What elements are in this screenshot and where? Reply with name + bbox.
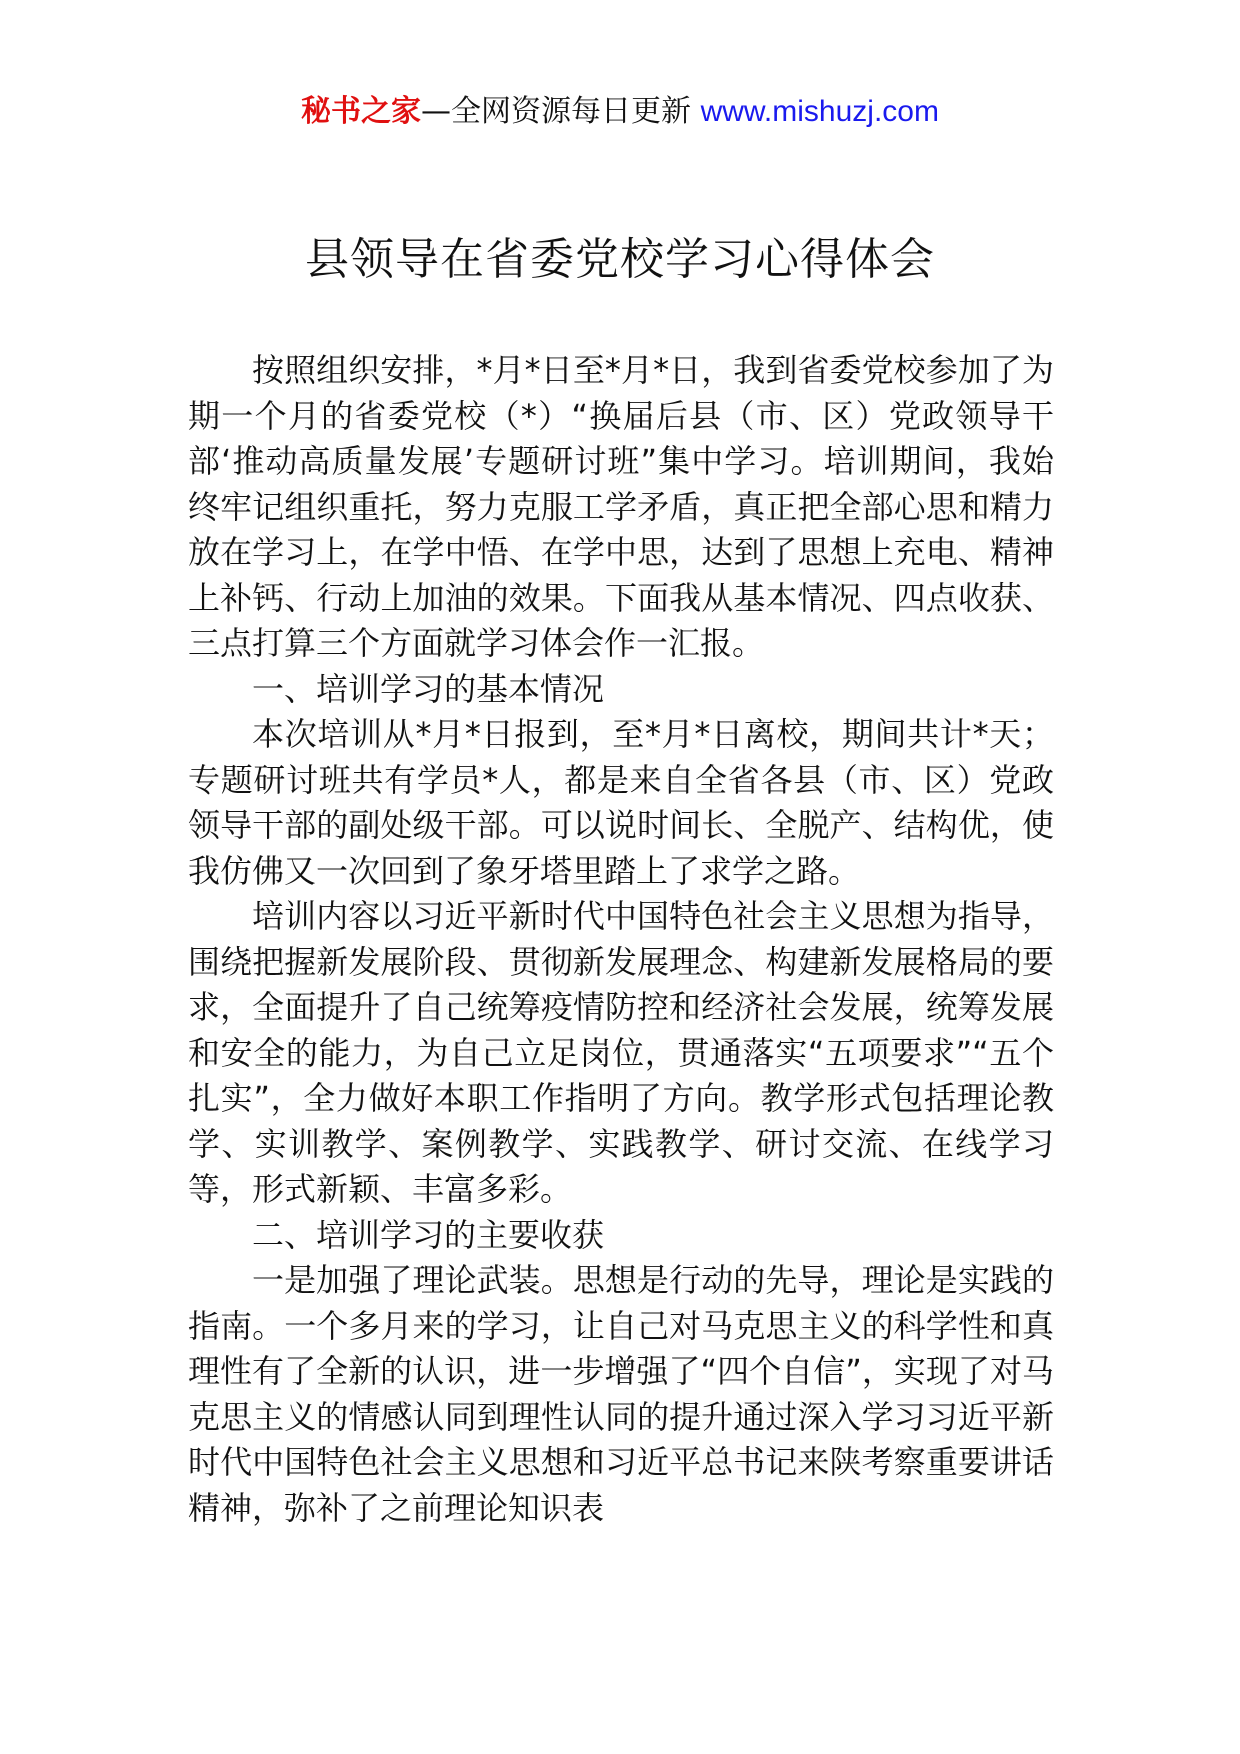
- section-heading-main-gains: 二、培训学习的主要收获: [252, 1215, 605, 1254]
- paragraph-intro: 按照组织安排，*月*日至*月*日，我到省委党校参加了为期一个月的省委党校（*）“换届后县（市、区）党政领导干部‘推动高质量发展’专题研讨班”集中学习。培训期间，我始终牢记组织重托，努力克服工学矛盾，真正把全部心思和精力放在学习上，在学中悟、在学中思，达到了思想上充电、精神上补钙、行动上加油的效果。下面我从基本情况、四点收获、三点打算三个方面就学习体会作一汇报。: [188, 351, 1054, 662]
- paragraph-training-content: 培训内容以习近平新时代中国特色社会主义思想为指导，围绕把握新发展阶段、贯彻新发展理念、构建新发展格局的要求，全面提升了自己统筹疫情防控和经济社会发展，统筹发展和安全的能力，为自己立足岗位，贯通落实“五项要求”“五个扎实”，全力做好本职工作指明了方向。教学形式包括理论教学、实训教学、案例教学、实践教学、研讨交流、在线学习等，形式新颖、丰富多彩。: [188, 897, 1054, 1208]
- document-body: [188, 348, 1054, 1531]
- site-brand: 秘书之家: [301, 94, 422, 129]
- site-slogan: —全网资源每日更新: [421, 94, 701, 129]
- section-heading-basic-info: 一、培训学习的基本情况: [252, 669, 605, 708]
- paragraph-basic-info: 本次培训从*月*日报到，至*月*日离校，期间共计*天；专题研讨班共有学员*人，都是来自全省各县（市、区）党政领导干部的副处级干部。可以说时间长、全脱产、结构优，使我仿佛又一次回到了象牙塔里踏上了求学之路。: [188, 715, 1054, 890]
- site-header: [0, 92, 1240, 132]
- site-url-link[interactable]: www.mishuzj.com: [700, 95, 939, 128]
- document-title: 县领导在省委党校学习心得体会: [305, 234, 935, 285]
- paragraph-theory-gain: 一是加强了理论武装。思想是行动的先导，理论是实践的指南。一个多月来的学习，让自己对马克思主义的科学性和真理性有了全新的认识，进一步增强了“四个自信”，实现了对马克思主义的情感认同到理性认同的提升通过深入学习习近平新时代中国特色社会主义思想和习近平总书记来陕考察重要讲话精神，弥补了之前理论知识表: [188, 1261, 1054, 1527]
